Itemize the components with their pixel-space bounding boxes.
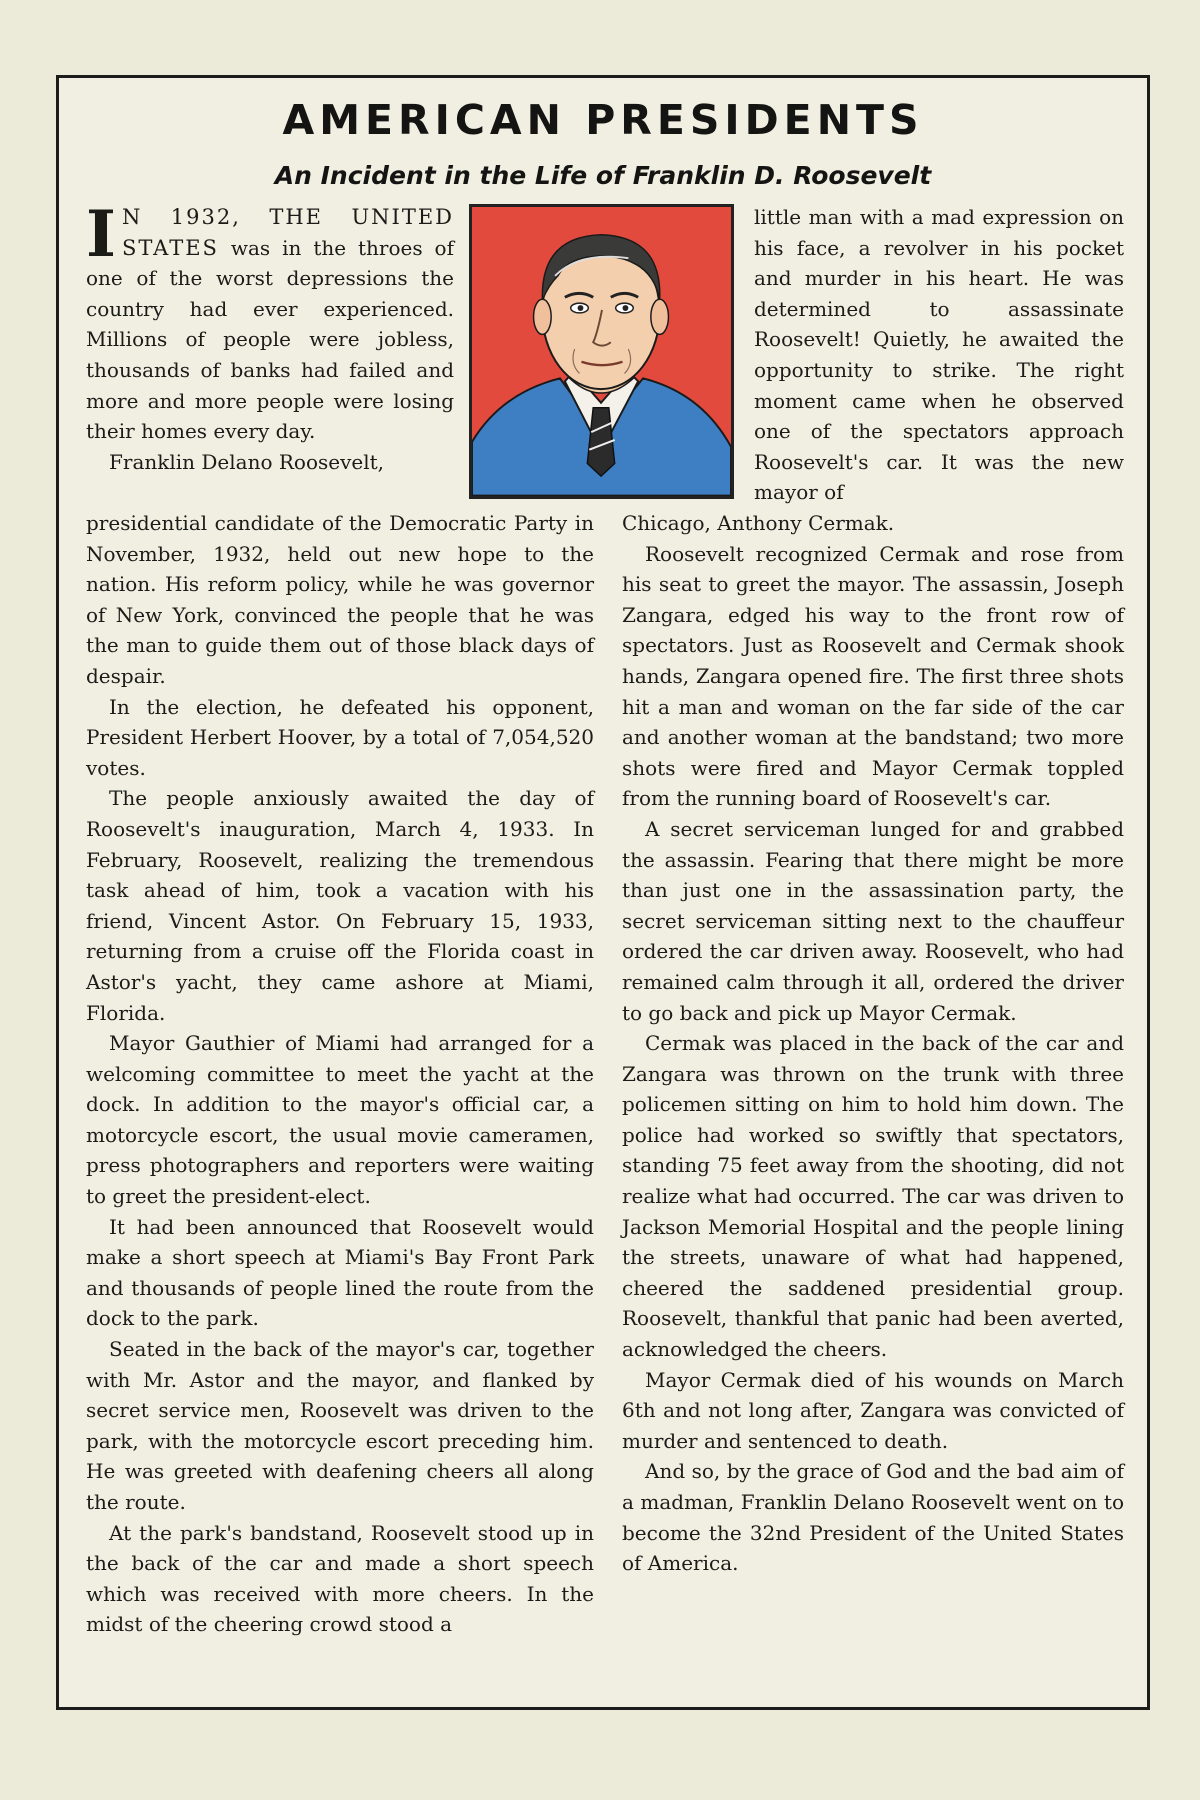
page-title: AMERICAN PRESIDENTS (282, 96, 924, 144)
drop-cap: I (86, 197, 116, 272)
right-top-column (754, 202, 1124, 508)
paragraph: Chicago, Anthony Cermak. (622, 511, 895, 535)
right-column (622, 508, 1124, 1579)
paragraph: Mayor Gauthier of Miami had arranged for a welcoming committee to meet the yacht at the dock. In addition to the mayor's official car, a motorcycle escort, the usual movie cameramen, press photographers and reporters were waiting to greet the president-elect. (86, 1031, 594, 1209)
paragraph: It had been announced that Roosevelt would make a short speech at Miami's Bay Front Park and thousands of people lined the route from the dock to the park. (86, 1214, 594, 1331)
intro-lead: N 1932, THE UNITED STATES (121, 205, 454, 260)
paragraph: Seated in the back of the mayor's car, together with Mr. Astor and the mayor, and flanked by secret service men, Roosevelt was driven to the park, with the motorcycle escort preceding him. He was greeted with deafening cheers all along the route. (86, 1337, 594, 1514)
paragraph: In the election, he defeated his opponent, President Herbert Hoover, by a total of 7,054,520 votes. (86, 694, 594, 780)
roosevelt-portrait (469, 204, 734, 499)
paragraph: little man with a mad expression on his face, a revolver in his pocket and murder in his heart. He was determined to assassinate Roosevelt! Quietly, he awaited the opportunity to strike. The right moment came when he observed one of the spectators approach Roosevelt's car. It was the new mayor of (754, 205, 1124, 505)
intro-column (86, 197, 454, 477)
paragraph: Franklin Delano Roosevelt, (109, 449, 385, 474)
paragraph: A secret serviceman lunged for and grabbed the assassin. Fearing that there might be more than just one in the assassination party, the secret serviceman sitting next to the chauffeur ordered the car driven away. Roosevelt, who had remained calm through it all, ordered the driver to go back and pick up Mayor Cermak. (622, 816, 1124, 1025)
portrait-illustration (472, 207, 731, 496)
paragraph: Cermak was placed in the back of the car and Zangara was thrown on the trunk with three policemen sitting on him to hold him down. The police had worked so swiftly that spectators, standing 75 feet away from the shooting, did not realize what had occurred. The car was driven to Jackson Memorial Hospital and the people lining the streets, unaware of what had happened, cheered the saddened presidential group. Roosevelt, thankful that panic had been averted, acknowledged the cheers. (622, 1031, 1124, 1362)
paragraph: Roosevelt recognized Cermak and rose from his seat to greet the mayor. The assassin, Joseph Zangara, edged his way to the front row of spectators. Just as Roosevelt and Cermak shook hands, Zangara opened fire. The first three shots hit a man and woman on the far side of the car and another woman at the bandstand; two more shots were fired and Mayor Cermak toppled from the running board of Roosevelt's car. (622, 541, 1124, 811)
paragraph: presidential candidate of the Democratic Party in November, 1932, held out new hope to the nation. His reform policy, while he was governor of New York, convinced the people that he was the man to guide them out of those black days of despair. (86, 511, 594, 688)
paragraph: And so, by the grace of God and the bad aim of a madman, Franklin Delano Roosevelt went on to become the 32nd President of the United States of America. (622, 1459, 1124, 1576)
intro-paragraph (86, 197, 454, 447)
left-column (86, 508, 594, 1640)
article-frame (56, 75, 1150, 1710)
paragraph: At the park's bandstand, Roosevelt stood up in the back of the car and made a short speech which was received with more cheers. In the midst of the cheering crowd stood a (86, 1520, 594, 1637)
page-subtitle: An Incident in the Life of Franklin D. Roosevelt (274, 161, 932, 190)
paragraph: Mayor Cermak died of his wounds on March 6th and not long after, Zangara was convicted of murder and sentenced to death. (622, 1367, 1124, 1453)
paragraph: The people anxiously awaited the day of Roosevelt's inauguration, March 4, 1933. In February, Roosevelt, realizing the tremendous task ahead of him, took a vacation with his friend, Vincent Astor. On February 15, 1933, returning from a cruise off the Florida coast in Astor's yacht, they came ashore at Miami, Florida. (86, 786, 594, 1025)
intro-rest: was in the throes of one of the worst depressions the country had ever experienced. Millions of people were jobless, thousands of banks had failed and more and more people were losing their homes every day. (86, 235, 454, 444)
